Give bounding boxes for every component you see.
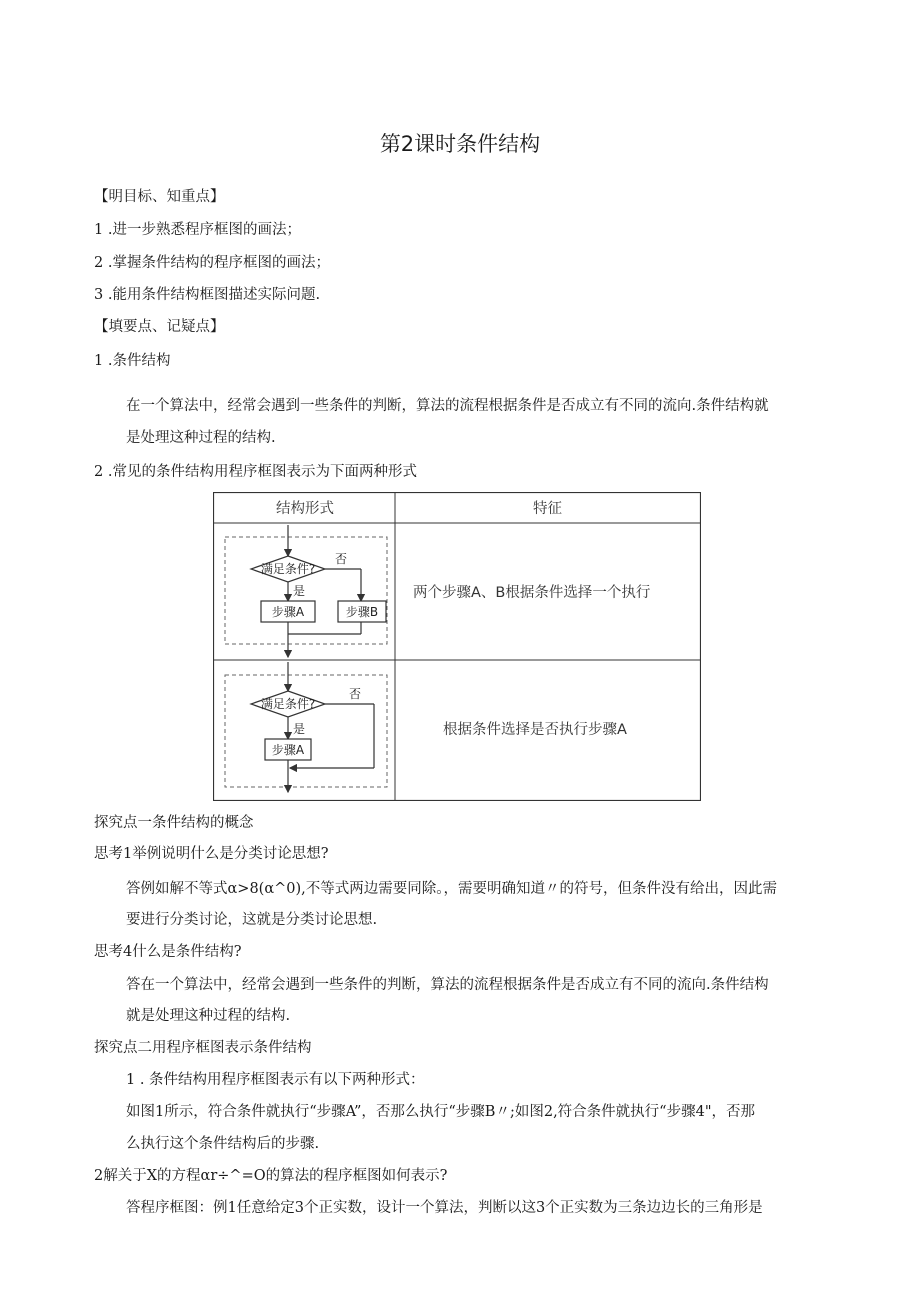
- yes-label: 是: [293, 722, 306, 736]
- point1-title: 1 .条件结构: [94, 353, 171, 369]
- no-label: 否: [335, 552, 348, 566]
- fill-header: 【填要点、记疑点】: [94, 319, 225, 335]
- row1-feature: 两个步骤A、B根据条件选择一个执行: [413, 585, 651, 601]
- answer-1: 答例如解不等式α>8(α^0),不等式两边需要同除。，需要明确知道〃的符号，但条件没有给出，因此需: [126, 881, 778, 897]
- item-1: 1 . 条件结构用程序框图表示有以下两种形式：: [126, 1072, 425, 1088]
- step-b-label: 步骤B: [345, 605, 379, 619]
- no-label: 否: [349, 687, 362, 701]
- column-header-feature: 特征: [533, 501, 562, 517]
- step-a-label: 步骤A: [271, 605, 305, 619]
- point1-text-cont: 是处理这种过程的结构.: [126, 430, 276, 446]
- point2-title: 2 .常见的条件结构用程序框图表示为下面两种形式: [94, 464, 417, 480]
- structure-table: [213, 492, 701, 801]
- structure-table-graphic: [213, 492, 701, 801]
- dashed-frame: [225, 675, 387, 787]
- explore-point-1: 探究点一条件结构的概念: [94, 815, 254, 831]
- yes-label: 是: [293, 584, 306, 598]
- point1-text: 在一个算法中，经常会遇到一些条件的判断，算法的流程根据条件是否成立有不同的流向.条件结构就: [126, 398, 769, 414]
- answer-last: 答程序框图：例1任意给定3个正实数，设计一个算法，判断以这3个正实数为三条边边长的三角形是: [126, 1200, 763, 1216]
- flowchart-two-branch: [225, 525, 387, 657]
- condition-label: 满足条件?: [260, 562, 316, 576]
- answer-4-cont: 就是处理这种过程的结构.: [126, 1008, 291, 1024]
- dashed-frame: [225, 537, 387, 644]
- row2-feature: 根据条件选择是否执行步骤A: [443, 722, 627, 738]
- think-4: 思考4什么是条件结构?: [94, 944, 242, 960]
- condition-label: 满足条件?: [260, 697, 316, 711]
- answer-1-cont: 要进行分类讨论，这就是分类讨论思想.: [126, 912, 378, 928]
- flowchart-single-branch: [225, 662, 387, 792]
- column-header-structure: 结构形式: [276, 501, 334, 517]
- step-a-label: 步骤A: [271, 743, 305, 757]
- description-cont: 么执行这个条件结构后的步骤.: [126, 1136, 320, 1152]
- goals-header: 【明目标、知重点】: [94, 189, 225, 205]
- page-title: 第2课时条件结构: [379, 132, 541, 156]
- think-1: 思考1举例说明什么是分类讨论思想?: [94, 846, 329, 862]
- explore-point-2: 探究点二用程序框图表示条件结构: [94, 1040, 312, 1056]
- goal-item-2: 2 .掌握条件结构的程序框图的画法；: [94, 255, 330, 271]
- question-2: 2解关于X的方程αr÷^=O的算法的程序框图如何表示?: [94, 1168, 448, 1184]
- answer-4: 答在一个算法中，经常会遇到一些条件的判断，算法的流程根据条件是否成立有不同的流向.条件结构: [126, 977, 769, 993]
- goal-item-3: 3 .能用条件结构框图描述实际问题.: [94, 287, 321, 303]
- description: 如图1所示，符合条件就执行“步骤A”，否那么执行“步骤B〃;如图2,符合条件就执行“步骤4"，否那: [126, 1104, 755, 1120]
- goal-item-1: 1 .进一步熟悉程序框图的画法；: [94, 222, 301, 238]
